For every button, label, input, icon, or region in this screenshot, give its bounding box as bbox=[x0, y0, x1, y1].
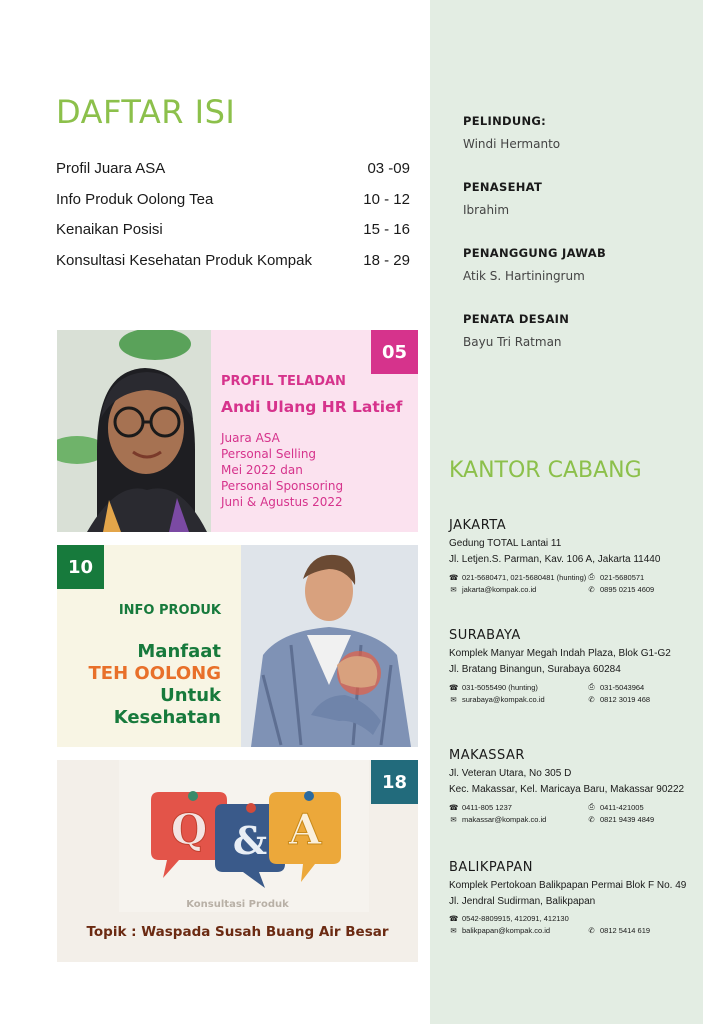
toc-item[interactable] bbox=[56, 160, 410, 191]
toc-title: DAFTAR ISI bbox=[56, 93, 236, 131]
branch-contact-row bbox=[449, 682, 694, 692]
toc-item-pages: 03 -09 bbox=[367, 160, 410, 177]
toc-item[interactable] bbox=[56, 221, 410, 252]
man-chest-pain-photo bbox=[241, 545, 418, 747]
description-line: Personal Sponsoring bbox=[221, 479, 344, 493]
email-icon: ✉ bbox=[450, 926, 457, 935]
branch-contact-row bbox=[449, 572, 694, 582]
credit-label: PENATA DESAIN bbox=[463, 312, 570, 326]
credit-entry bbox=[463, 246, 693, 312]
page-number-badge: 18 bbox=[371, 760, 418, 804]
branch-phone[interactable]: 0411-805 1237 bbox=[462, 802, 512, 812]
toc-item-label: Profil Juara ASA bbox=[56, 160, 166, 177]
branch-email[interactable]: makassar@kompak.co.id bbox=[462, 815, 547, 824]
branch-city: MAKASSAR bbox=[449, 748, 525, 763]
profil-card[interactable] bbox=[57, 330, 418, 532]
profile-photo bbox=[57, 330, 211, 532]
branch-address-line: Gedung TOTAL Lantai 11 bbox=[449, 538, 562, 549]
qa-subtitle: Konsultasi Produk bbox=[186, 899, 289, 910]
branch-address-line: Komplek Manyar Megah Indah Plaza, Blok G1-G2 bbox=[449, 648, 671, 659]
branches-title: KANTOR CABANG bbox=[449, 458, 642, 483]
credit-name: Windi Hermanto bbox=[463, 137, 561, 151]
branch-city: SURABAYA bbox=[449, 628, 521, 643]
phone-icon: ☎ bbox=[449, 682, 459, 692]
branch-contact-row bbox=[449, 695, 694, 704]
branch-whatsapp[interactable]: 0895 0215 4609 bbox=[600, 585, 655, 594]
fax-icon: ⎙ bbox=[588, 682, 595, 691]
toc-item-label: Info Produk Oolong Tea bbox=[56, 190, 214, 208]
toc-item-pages: 10 - 12 bbox=[363, 190, 410, 208]
description-line: Juni & Agustus 2022 bbox=[221, 495, 343, 509]
branch-phone[interactable]: 021-5680471, 021-5680481 (hunting) bbox=[462, 572, 587, 582]
phone-icon: ☎ bbox=[449, 802, 459, 812]
branch-city: JAKARTA bbox=[449, 518, 507, 533]
q-letter: Q bbox=[170, 805, 208, 854]
credit-label: PELINDUNG: bbox=[463, 114, 547, 128]
toc-item-label: Konsultasi Kesehatan Produk Kompak bbox=[56, 251, 312, 269]
toc-item-label: Kenaikan Posisi bbox=[56, 221, 163, 238]
branch-contact-row bbox=[449, 585, 694, 594]
branch-whatsapp[interactable]: 0812 5414 619 bbox=[600, 926, 651, 935]
branch-email[interactable]: balikpapan@kompak.co.id bbox=[462, 926, 551, 935]
headline-line: Untuk bbox=[160, 685, 221, 706]
credit-name: Ibrahim bbox=[463, 203, 510, 217]
toc-item-pages: 15 - 16 bbox=[363, 221, 410, 238]
branch-balikpapan bbox=[449, 860, 694, 935]
headline-line: Manfaat bbox=[137, 641, 221, 662]
branch-contact-row bbox=[449, 802, 694, 812]
a-letter: A bbox=[288, 805, 322, 854]
profil-card-title: PROFIL TELADAN bbox=[221, 374, 346, 389]
branch-whatsapp[interactable]: 0821 9439 4849 bbox=[600, 815, 655, 824]
fax-icon: ⎙ bbox=[588, 802, 595, 811]
branch-phone[interactable]: 031-5055490 (hunting) bbox=[462, 682, 538, 692]
phone-icon: ☎ bbox=[449, 914, 459, 923]
info-produk-card[interactable] bbox=[57, 545, 418, 747]
branch-surabaya bbox=[449, 628, 694, 704]
whatsapp-icon: ✆ bbox=[588, 695, 595, 704]
toc-item-pages: 18 - 29 bbox=[363, 251, 410, 269]
phone-icon: ☎ bbox=[449, 572, 459, 582]
qa-topic: Topik : Waspada Susah Buang Air Besar bbox=[86, 924, 389, 940]
branch-email[interactable]: surabaya@kompak.co.id bbox=[462, 695, 545, 704]
branch-address-line: Komplek Pertokoan Balikpapan Permai Blok F No. 49 bbox=[449, 880, 687, 891]
branch-address-line: Jl. Jendral Sudirman, Balikpapan bbox=[449, 896, 596, 907]
branch-address-line: Jl. Letjen.S. Parman, Kav. 106 A, Jakarta 11440 bbox=[449, 554, 661, 565]
credit-name: Bayu Tri Ratman bbox=[463, 335, 562, 349]
fax-icon: ⎙ bbox=[588, 572, 595, 581]
branch-contact-row bbox=[449, 914, 694, 923]
branch-contact-row bbox=[449, 926, 694, 935]
toc-item[interactable] bbox=[56, 252, 410, 283]
email-icon: ✉ bbox=[450, 585, 457, 594]
page-number-badge: 05 bbox=[371, 330, 418, 374]
branch-makassar bbox=[449, 748, 694, 824]
credit-name: Atik S. Hartiningrum bbox=[463, 269, 585, 283]
branch-address-line: Jl. Veteran Utara, No 305 D bbox=[449, 768, 572, 779]
email-icon: ✉ bbox=[450, 815, 457, 824]
profil-card-description bbox=[221, 430, 343, 510]
branch-address-line: Kec. Makassar, Kel. Maricaya Baru, Makassar 90222 bbox=[449, 784, 685, 795]
branch-whatsapp[interactable]: 0812 3019 468 bbox=[600, 695, 651, 704]
branch-jakarta bbox=[449, 518, 694, 594]
whatsapp-icon: ✆ bbox=[588, 585, 595, 594]
headline-line: TEH OOLONG bbox=[88, 663, 221, 684]
credit-entry bbox=[463, 114, 693, 180]
info-card-title: INFO PRODUK bbox=[118, 603, 221, 618]
branch-email[interactable]: jakarta@kompak.co.id bbox=[462, 585, 537, 594]
toc-item[interactable] bbox=[56, 191, 410, 222]
ampersand-letter: & bbox=[232, 818, 268, 863]
profil-card-name: Andi Ulang HR Latief bbox=[221, 398, 403, 416]
credits bbox=[463, 114, 693, 378]
info-card-headline bbox=[89, 641, 221, 729]
branch-phone[interactable]: 0542-8809915, 412091, 412130 bbox=[462, 914, 569, 923]
branch-fax: 021-5680571 bbox=[600, 572, 645, 582]
branch-fax: 031-5043964 bbox=[600, 682, 645, 692]
description-line: Mei 2022 dan bbox=[221, 463, 303, 477]
credit-label: PENANGGUNG JAWAB bbox=[463, 246, 607, 260]
branch-city: BALIKPAPAN bbox=[449, 860, 533, 875]
branch-fax: 0411-421005 bbox=[600, 802, 644, 812]
headline-line: Kesehatan bbox=[113, 707, 221, 728]
description-line: Personal Selling bbox=[221, 447, 317, 461]
qa-illustration bbox=[119, 760, 369, 912]
credit-label: PENASEHAT bbox=[463, 180, 543, 194]
credit-entry bbox=[463, 180, 693, 246]
konsultasi-card[interactable] bbox=[57, 760, 418, 962]
description-line: Juara ASA bbox=[221, 431, 280, 445]
table-of-contents bbox=[56, 160, 410, 282]
page-number-badge: 10 bbox=[57, 545, 104, 589]
whatsapp-icon: ✆ bbox=[588, 926, 595, 935]
branch-address-line: Jl. Bratang Binangun, Surabaya 60284 bbox=[449, 664, 621, 675]
whatsapp-icon: ✆ bbox=[588, 815, 595, 824]
credit-entry bbox=[463, 312, 693, 378]
email-icon: ✉ bbox=[450, 695, 457, 704]
branch-contact-row bbox=[449, 815, 694, 824]
